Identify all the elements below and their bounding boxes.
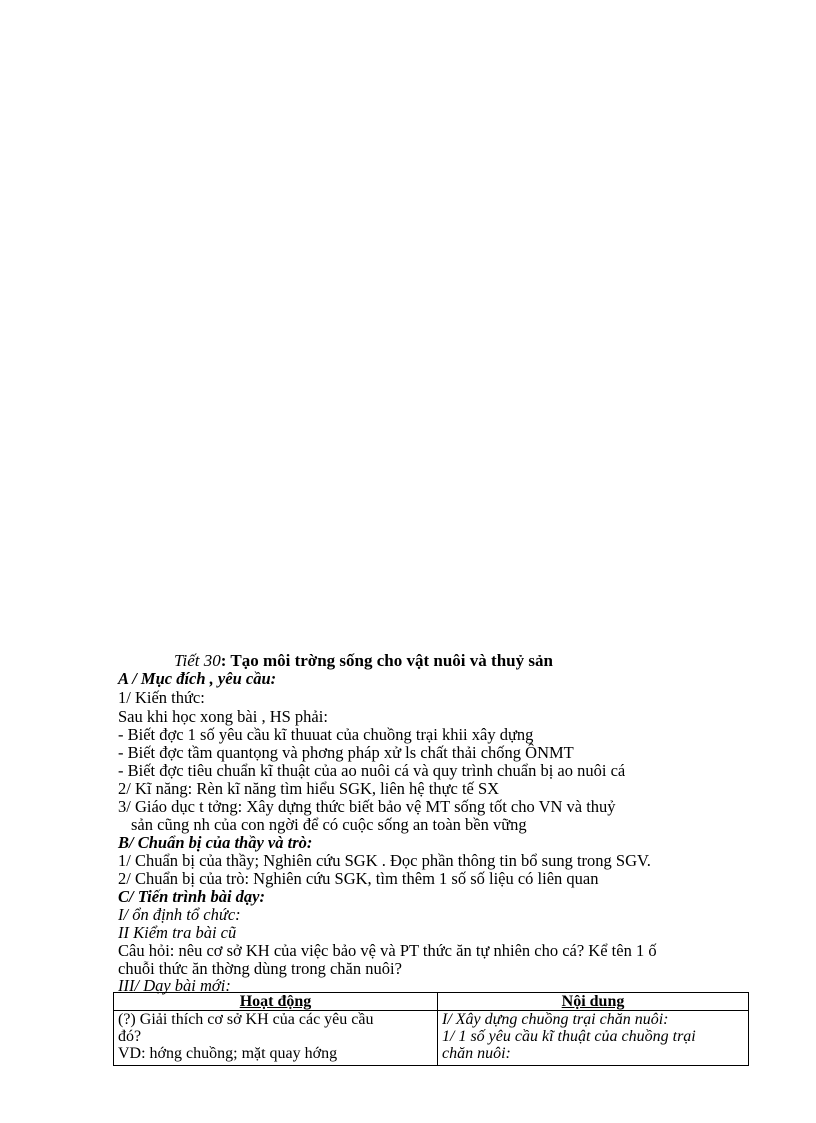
header-activity: Hoạt động bbox=[114, 993, 438, 1011]
activity-table bbox=[113, 992, 749, 1066]
knowledge-bullet-3: - Biết đợc tiêu chuẩn kĩ thuật của ao nuôi cá và quy trình chuẩn bị ao nuôi cá bbox=[118, 761, 626, 780]
education-line-2: sản cũng nh của con ngời để có cuộc sống an toàn bền vững bbox=[131, 815, 527, 834]
activity-line: (?) Giải thích cơ sở KH của các yêu cầu bbox=[118, 1011, 374, 1028]
header-content: Nội dung bbox=[438, 993, 749, 1011]
education-line-1: 3/ Giáo dục t tởng: Xây dựng thức biết bảo vệ MT sống tốt cho VN và thuỷ bbox=[118, 797, 616, 816]
activity-line: đó? bbox=[118, 1028, 142, 1045]
lesson-title: : Tạo môi trờng sống cho vật nuôi và thuỷ sản bbox=[220, 651, 553, 670]
review-question-line-1: Câu hỏi: nêu cơ sở KH của việc bảo vệ và PT thức ăn tự nhiên cho cá? Kể tên 1 ố bbox=[118, 941, 657, 960]
section-c-heading: C/ Tiến trình bài dạy: bbox=[118, 887, 265, 906]
skills-line: 2/ Kĩ năng: Rèn kĩ năng tìm hiểu SGK, liên hệ thực tế SX bbox=[118, 779, 500, 798]
content-cell bbox=[438, 1011, 749, 1066]
section-a-heading: A / Mục đích , yêu cầu: bbox=[118, 669, 277, 688]
table-header-row bbox=[114, 993, 749, 1011]
knowledge-bullet-1: - Biết đợc 1 số yêu cầu kĩ thuuat của chuồng trại khii xây dựng bbox=[118, 725, 534, 744]
teacher-preparation: 1/ Chuẩn bị của thầy; Nghiên cứu SGK . Đọc phần thông tin bổ sung trong SGV. bbox=[118, 851, 651, 870]
content-line: I/ Xây dựng chuồng trại chăn nuôi: bbox=[442, 1011, 669, 1028]
student-preparation: 2/ Chuẩn bị của trò: Nghiên cứu SGK, tìm thêm 1 số số liệu có liên quan bbox=[118, 869, 599, 888]
content-line: 1/ 1 số yêu cầu kĩ thuật của chuồng trại bbox=[442, 1028, 696, 1045]
lesson-number: Tiết 30 bbox=[174, 651, 221, 670]
table-row bbox=[114, 1011, 749, 1066]
step-review: II Kiểm tra bài cũ bbox=[118, 923, 237, 942]
knowledge-bullet-2: - Biết đợc tầm quantọng và phơng pháp xử ls chất thải chống ÔNMT bbox=[118, 743, 574, 762]
activity-line: VD: hớng chuồng; mặt quay hớng bbox=[118, 1045, 338, 1062]
step-organization: I/ ổn định tổ chức: bbox=[118, 905, 241, 924]
review-question-line-2: chuỗi thức ăn thờng dùng trong chăn nuôi? bbox=[118, 959, 402, 978]
lesson-title-line bbox=[174, 652, 553, 670]
knowledge-heading: 1/ Kiến thức: bbox=[118, 688, 205, 707]
step-new-lesson: III/ Dạy bài mới: bbox=[118, 976, 231, 995]
content-line: chăn nuôi: bbox=[442, 1045, 511, 1062]
activity-cell bbox=[114, 1011, 438, 1066]
section-b-heading: B/ Chuẩn bị của thầy và trò: bbox=[118, 833, 313, 852]
knowledge-intro: Sau khi học xong bài , HS phải: bbox=[118, 707, 328, 726]
